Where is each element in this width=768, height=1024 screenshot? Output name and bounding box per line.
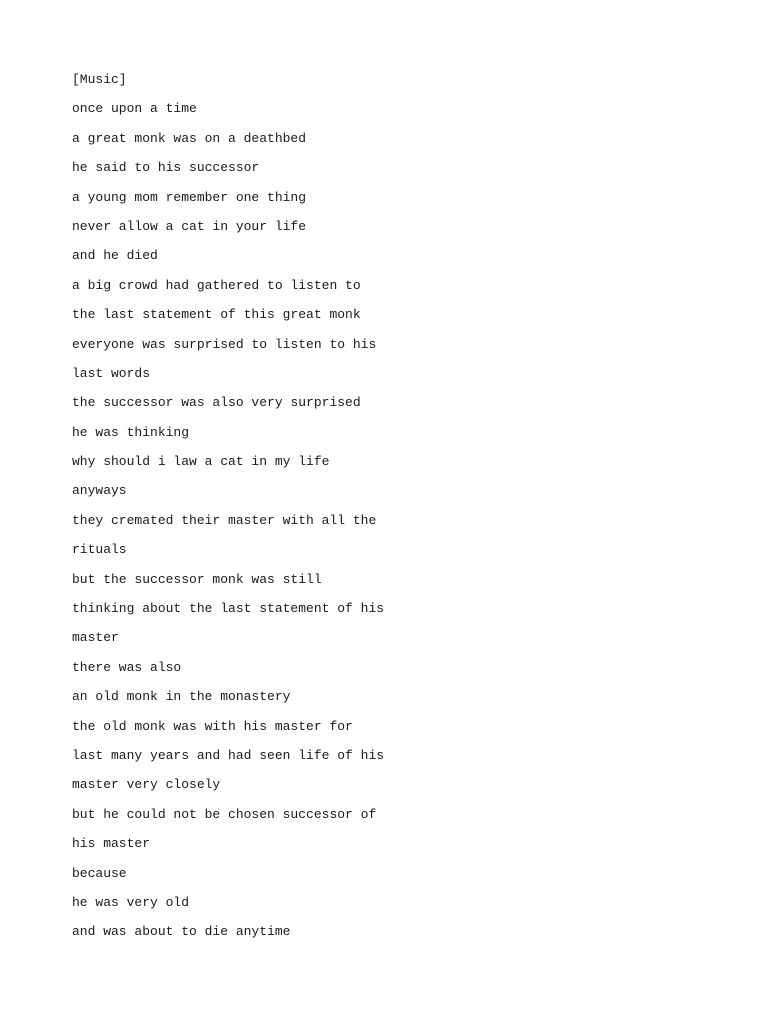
transcript-line: thinking about the last statement of his xyxy=(72,601,385,617)
transcript-line: once upon a time xyxy=(72,101,197,117)
transcript-line: they cremated their master with all the xyxy=(72,512,377,528)
transcript-line: the successor was also very surprised xyxy=(72,395,361,411)
transcript-line: a young mom remember one thing xyxy=(72,189,307,205)
transcript-line: last words xyxy=(72,365,151,381)
transcript-line: the last statement of this great monk xyxy=(72,307,361,323)
transcript-line: because xyxy=(72,865,127,881)
transcript-line: a big crowd had gathered to listen to xyxy=(72,277,361,293)
transcript-line: everyone was surprised to listen to his xyxy=(72,336,377,352)
transcript-line: but he could not be chosen successor of xyxy=(72,806,377,822)
transcript-line: and was about to die anytime xyxy=(72,924,291,940)
transcript-line: [Music] xyxy=(72,72,127,87)
transcript-line: but the successor monk was still xyxy=(72,571,322,587)
transcript-line: he was very old xyxy=(72,894,190,910)
transcript-line: last many years and had seen life of his xyxy=(72,747,385,763)
transcript-line: the old monk was with his master for xyxy=(72,718,353,734)
transcript-line: and he died xyxy=(72,248,158,264)
transcript-line: master xyxy=(72,630,119,646)
transcript-line: his master xyxy=(72,836,151,852)
transcript-lines xyxy=(72,69,384,951)
transcript-line: anyways xyxy=(72,483,127,499)
transcript-line: never allow a cat in your life xyxy=(72,218,307,234)
transcript-line: an old monk in the monastery xyxy=(72,689,291,705)
transcript-line: there was also xyxy=(72,659,182,675)
transcript-line: why should i law a cat in my life xyxy=(72,454,330,470)
transcript-line: a great monk was on a deathbed xyxy=(72,130,307,146)
transcript-line: rituals xyxy=(72,542,127,558)
transcript-line: master very closely xyxy=(72,777,221,793)
transcript-line: he said to his successor xyxy=(72,160,260,176)
transcript-line: he was thinking xyxy=(72,424,190,440)
